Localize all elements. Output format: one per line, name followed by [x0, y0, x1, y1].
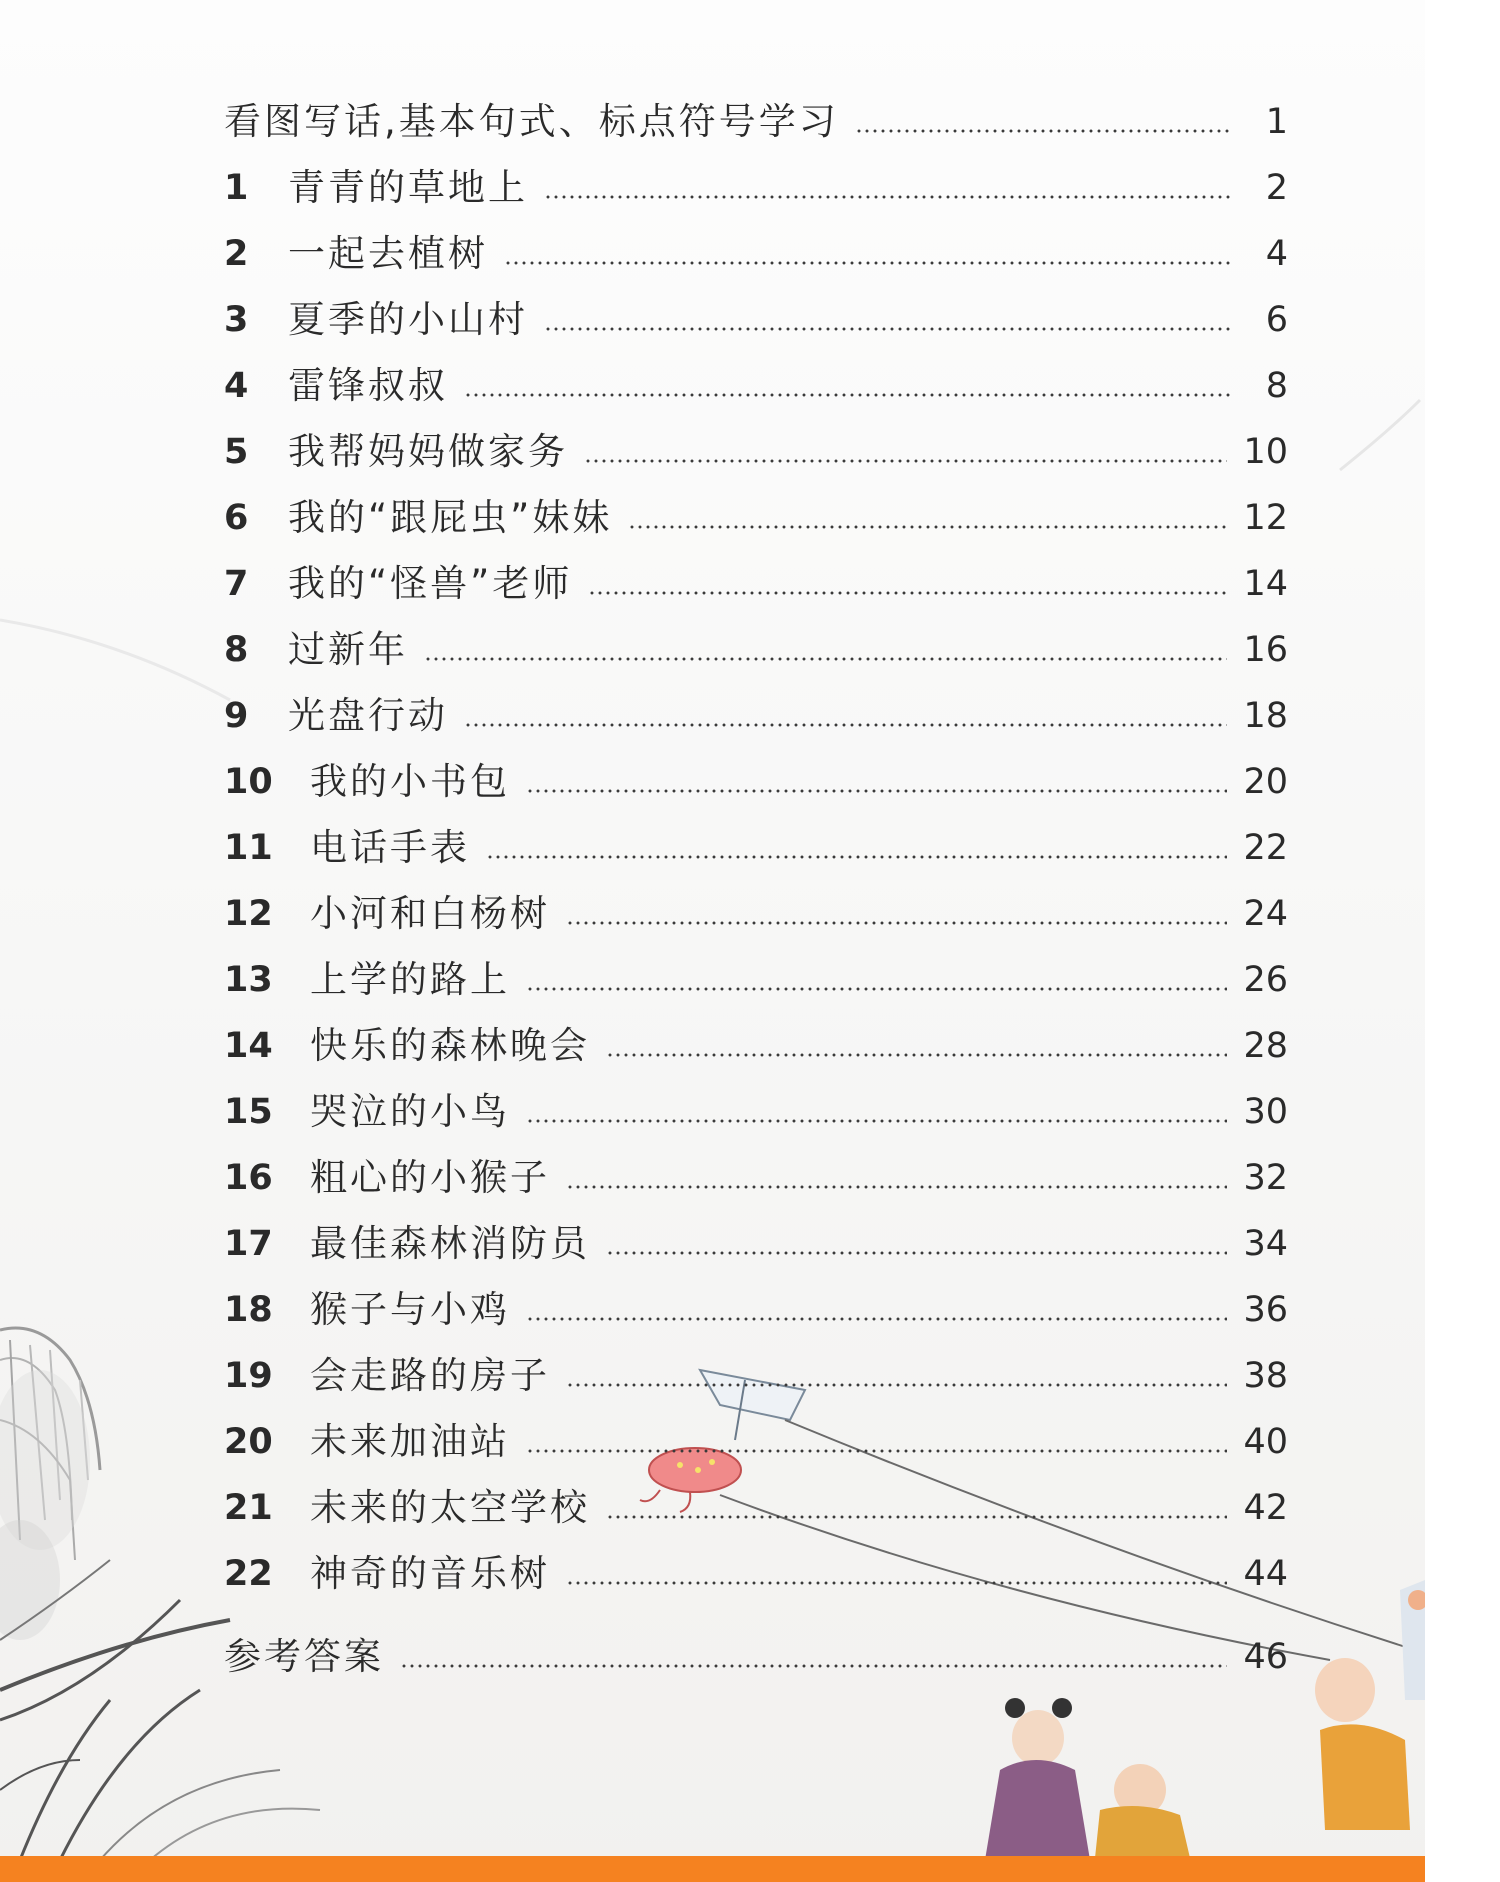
toc-page-number: 14	[1243, 564, 1288, 604]
toc-row-lesson[interactable]	[224, 554, 1288, 614]
toc-row-lesson[interactable]	[224, 290, 1288, 350]
lesson-number: 2	[224, 234, 249, 274]
lesson-title: 我的小书包	[310, 760, 510, 803]
toc-page-number: 46	[1243, 1637, 1288, 1677]
lesson-number: 21	[224, 1488, 273, 1528]
lesson-number: 4	[224, 366, 249, 406]
lesson-title: 过新年	[288, 628, 408, 671]
toc-page-number: 1	[1265, 102, 1288, 142]
toc-row-lesson[interactable]	[224, 1346, 1288, 1406]
toc-page-number: 26	[1243, 960, 1288, 1000]
toc-page-number: 4	[1265, 234, 1288, 274]
toc-page-number: 12	[1243, 498, 1288, 538]
dot-leader	[464, 393, 1232, 397]
toc-row-lesson[interactable]	[224, 884, 1288, 944]
toc-row-lesson[interactable]	[224, 1412, 1288, 1472]
page-margin	[1425, 0, 1500, 1882]
lesson-title: 未来的太空学校	[310, 1486, 590, 1529]
toc-row-answers[interactable]	[224, 1627, 1288, 1687]
toc-page-number: 10	[1243, 432, 1288, 472]
lesson-title: 夏季的小山村	[288, 298, 528, 341]
toc-page-number: 40	[1243, 1422, 1288, 1462]
dot-leader	[526, 1119, 1227, 1123]
orange-footer-bar	[0, 1856, 1425, 1882]
dot-leader	[566, 1383, 1227, 1387]
toc-page-number: 18	[1243, 696, 1288, 736]
lesson-title: 电话手表	[310, 826, 470, 869]
toc-row-lesson[interactable]	[224, 422, 1288, 482]
toc-row-lesson[interactable]	[224, 1016, 1288, 1076]
lesson-number: 9	[224, 696, 249, 736]
dot-leader	[464, 723, 1227, 727]
willow-tree-illustration	[0, 1328, 100, 1640]
lesson-number: 3	[224, 300, 249, 340]
dot-leader	[588, 591, 1227, 595]
toc-title: 看图写话,基本句式、标点符号学习	[224, 100, 839, 143]
toc-page-number: 28	[1243, 1026, 1288, 1066]
dot-leader	[400, 1664, 1227, 1668]
toc-row-lesson[interactable]	[224, 950, 1288, 1010]
lesson-number: 17	[224, 1224, 273, 1264]
toc-row-lesson[interactable]	[224, 224, 1288, 284]
toc-page-number: 2	[1265, 168, 1288, 208]
dot-leader	[486, 855, 1227, 859]
lesson-title: 未来加油站	[310, 1420, 510, 1463]
toc-page-number: 34	[1243, 1224, 1288, 1264]
toc-page-number: 16	[1243, 630, 1288, 670]
toc-row-lesson[interactable]	[224, 1280, 1288, 1340]
toc-page-number: 38	[1243, 1356, 1288, 1396]
lesson-number: 14	[224, 1026, 273, 1066]
lesson-title: 我的“跟屁虫”妹妹	[288, 496, 613, 539]
dot-leader	[606, 1251, 1227, 1255]
dot-leader	[544, 195, 1232, 199]
lesson-number: 13	[224, 960, 273, 1000]
dot-leader	[566, 921, 1227, 925]
toc-page-number: 20	[1243, 762, 1288, 802]
children-illustration	[985, 1580, 1425, 1860]
lesson-title: 我的“怪兽”老师	[288, 562, 573, 605]
dot-leader	[606, 1053, 1227, 1057]
dot-leader	[544, 327, 1232, 331]
dot-leader	[424, 657, 1227, 661]
toc-page-number: 6	[1265, 300, 1288, 340]
toc-row-lesson[interactable]	[224, 752, 1288, 812]
toc-page-number: 8	[1265, 366, 1288, 406]
toc-row-lesson[interactable]	[224, 488, 1288, 548]
toc-title: 参考答案	[224, 1635, 384, 1678]
lesson-title: 雷锋叔叔	[288, 364, 448, 407]
toc-page-number: 22	[1243, 828, 1288, 868]
toc-row-lesson[interactable]	[224, 818, 1288, 878]
dot-leader	[526, 987, 1227, 991]
toc-row-lesson[interactable]	[224, 1214, 1288, 1274]
lesson-number: 19	[224, 1356, 273, 1396]
lesson-number: 18	[224, 1290, 273, 1330]
lesson-title: 光盘行动	[288, 694, 448, 737]
lesson-number: 6	[224, 498, 249, 538]
lesson-title: 青青的草地上	[288, 166, 528, 209]
toc-row-lesson[interactable]	[224, 686, 1288, 746]
dot-leader	[526, 789, 1227, 793]
lesson-title: 哭泣的小鸟	[310, 1090, 510, 1133]
lesson-title: 会走路的房子	[310, 1354, 550, 1397]
lesson-title: 猴子与小鸡	[310, 1288, 510, 1331]
dot-leader	[628, 525, 1227, 529]
toc-page-number: 42	[1243, 1488, 1288, 1528]
lesson-number: 8	[224, 630, 249, 670]
toc-page-number: 24	[1243, 894, 1288, 934]
toc-page-number: 44	[1243, 1554, 1288, 1594]
dot-leader	[855, 129, 1232, 133]
lesson-title: 快乐的森林晚会	[310, 1024, 590, 1067]
lesson-number: 15	[224, 1092, 273, 1132]
lesson-number: 5	[224, 432, 249, 472]
lesson-number: 7	[224, 564, 249, 604]
lesson-number: 1	[224, 168, 249, 208]
lesson-number: 11	[224, 828, 273, 868]
toc-row-lesson[interactable]	[224, 1478, 1288, 1538]
dot-leader	[566, 1581, 1227, 1585]
dot-leader	[584, 459, 1227, 463]
dot-leader	[566, 1185, 1227, 1189]
lesson-title: 上学的路上	[310, 958, 510, 1001]
lesson-title: 我帮妈妈做家务	[288, 430, 568, 473]
lesson-title: 一起去植树	[288, 232, 488, 275]
toc-row-intro[interactable]	[224, 92, 1288, 152]
dot-leader	[526, 1317, 1227, 1321]
toc-page-number: 30	[1243, 1092, 1288, 1132]
toc-row-lesson[interactable]	[224, 1544, 1288, 1604]
lesson-title: 最佳森林消防员	[310, 1222, 590, 1265]
lesson-title: 小河和白杨树	[310, 892, 550, 935]
toc-page-number: 36	[1243, 1290, 1288, 1330]
toc-row-lesson[interactable]	[224, 620, 1288, 680]
lesson-number: 22	[224, 1554, 273, 1594]
toc-page-number: 32	[1243, 1158, 1288, 1198]
toc-row-lesson[interactable]	[224, 158, 1288, 218]
lesson-number: 10	[224, 762, 273, 802]
lesson-title: 粗心的小猴子	[310, 1156, 550, 1199]
lesson-number: 20	[224, 1422, 273, 1462]
lesson-number: 12	[224, 894, 273, 934]
toc-row-lesson[interactable]	[224, 356, 1288, 416]
dot-leader	[526, 1449, 1227, 1453]
toc-row-lesson[interactable]	[224, 1148, 1288, 1208]
dot-leader	[504, 261, 1232, 265]
toc-row-lesson[interactable]	[224, 1082, 1288, 1142]
lesson-number: 16	[224, 1158, 273, 1198]
dot-leader	[606, 1515, 1227, 1519]
lesson-title: 神奇的音乐树	[310, 1552, 550, 1595]
